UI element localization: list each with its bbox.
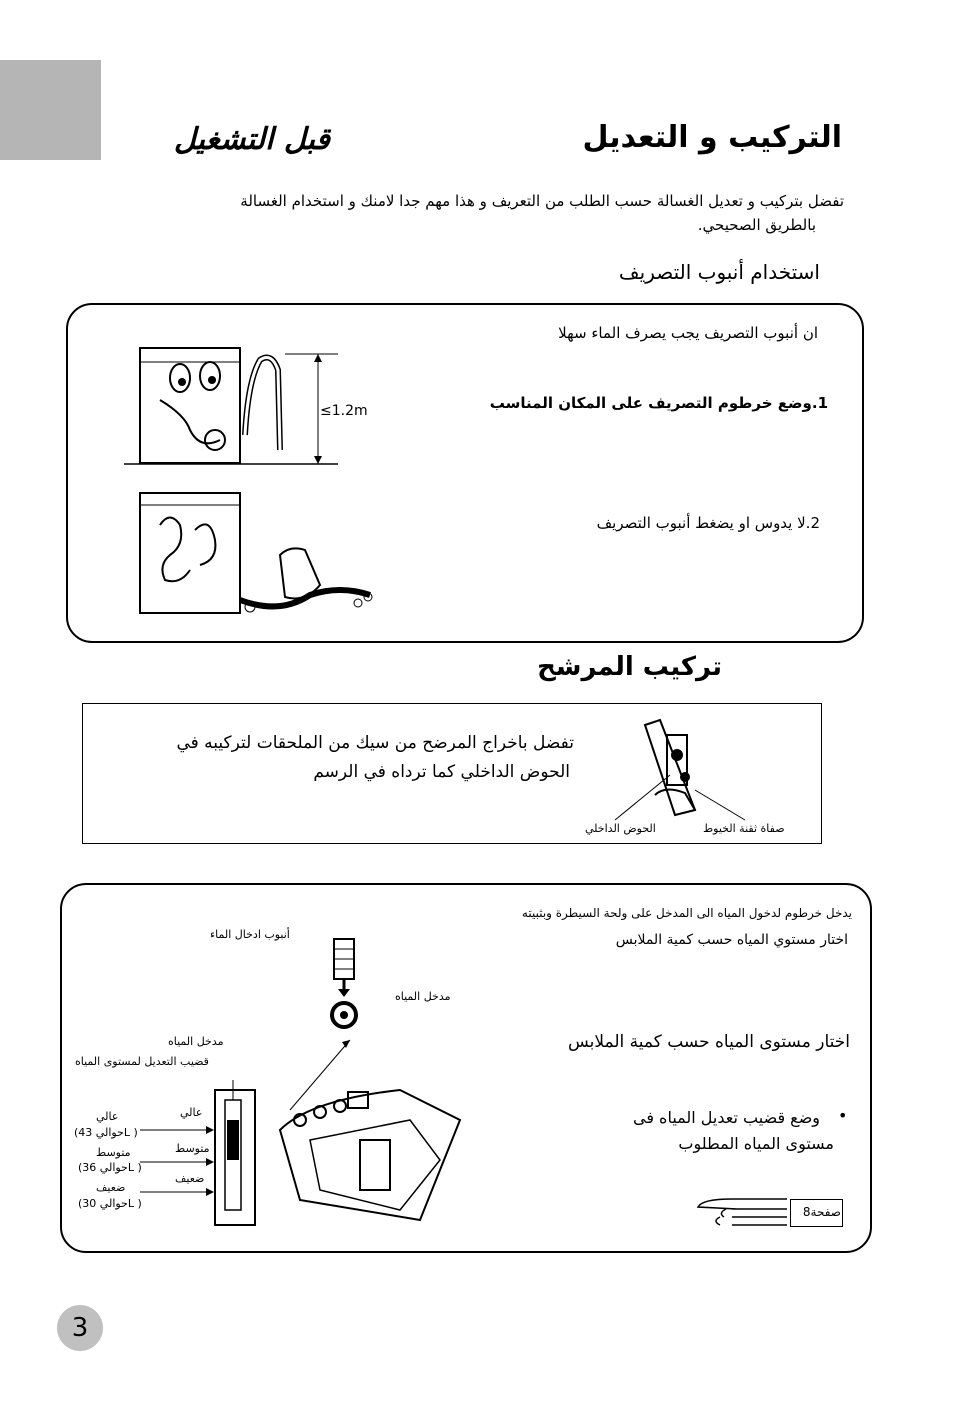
water-line-3: اختار مستوى المياه حسب كمية الملابس xyxy=(567,1032,850,1052)
level-mid-value: (حوالي 36L ) xyxy=(78,1161,142,1174)
drain-heading: ان أنبوب التصريف يجب يصرف الماء سهلا xyxy=(558,324,818,342)
water-line-1: يدخل خرطوم لدخول المياه الى المدخل على ولحة السيطرة وبثبيته xyxy=(521,906,852,920)
washer-cartoon-stepped-icon xyxy=(130,485,390,635)
drain-height-label: ≤1.2m xyxy=(320,403,368,419)
drain-item-1: 1.وضع خرطوم التصريف على المكان المناسب xyxy=(489,394,828,412)
level-mid-tag: متوسط xyxy=(175,1142,210,1155)
pointing-hand-icon xyxy=(692,1195,792,1231)
label-panel-1: مدخل المياه xyxy=(168,1035,224,1048)
level-low-value: (حوالي 30L ) xyxy=(78,1197,142,1210)
page-title: التركيب و التعديل xyxy=(582,120,842,155)
drain-subtitle: استخدام أنبوب التصريف xyxy=(618,260,820,284)
level-arrows-icon xyxy=(130,1120,220,1210)
intro-line-1: تفضل بتركيب و تعديل الغسالة حسب الطلب من التعريف و هذا مهم جدا لامنك و استخدام الغسالة xyxy=(240,192,844,210)
page-subtitle: قبل التشغيل xyxy=(173,122,330,157)
label-inlet: مدخل المياه xyxy=(395,990,451,1003)
level-low-name: ضعيف xyxy=(96,1181,126,1194)
label-panel-2: قضيب التعديل لمستوى المياه xyxy=(75,1055,209,1068)
inlet-hose-icon xyxy=(320,935,380,1035)
washer-top-view-icon xyxy=(270,1030,470,1230)
filter-text-1: تفضل باخراج المرضح من سيك من الملحقات لتركيبه في xyxy=(176,733,574,753)
level-low-tag: ضعيف xyxy=(175,1172,205,1185)
drain-item-2: 2.لا يدوس او يضغط أنبوب التصريف xyxy=(596,514,820,532)
level-high-name: عالي xyxy=(96,1110,119,1123)
label-hose: أنبوب ادخال الماء xyxy=(210,928,290,941)
water-line-2: اختار مستوي المياه حسب كمية الملابس xyxy=(615,932,848,948)
page-ref: صفحة8 xyxy=(802,1205,841,1219)
section-tab xyxy=(0,60,101,160)
water-bullet-1: وضع قضيب تعديل المياه فى xyxy=(632,1108,820,1127)
washer-cartoon-icon xyxy=(120,340,350,470)
filter-install-icon xyxy=(585,715,805,825)
level-high-value: (حوالي 43L ) xyxy=(74,1126,138,1139)
intro-line-2: بالطريق الصحيحي. xyxy=(697,216,816,234)
filter-text-2: الحوض الداخلي كما ترداه في الرسم xyxy=(313,762,570,782)
filter-title: تركيب المرشح xyxy=(537,652,722,682)
bullet: • xyxy=(838,1106,848,1125)
water-bullet-2: مستوى المياه المطلوب xyxy=(678,1134,834,1153)
filter-label-tub: الحوض الداخلي xyxy=(585,822,656,835)
filter-label-clip: صفاة ثقنة الخيوط xyxy=(703,822,785,835)
level-mid-name: متوسط xyxy=(96,1146,131,1159)
level-high-tag: عالي xyxy=(180,1106,203,1119)
page-number: 3 xyxy=(57,1305,103,1351)
